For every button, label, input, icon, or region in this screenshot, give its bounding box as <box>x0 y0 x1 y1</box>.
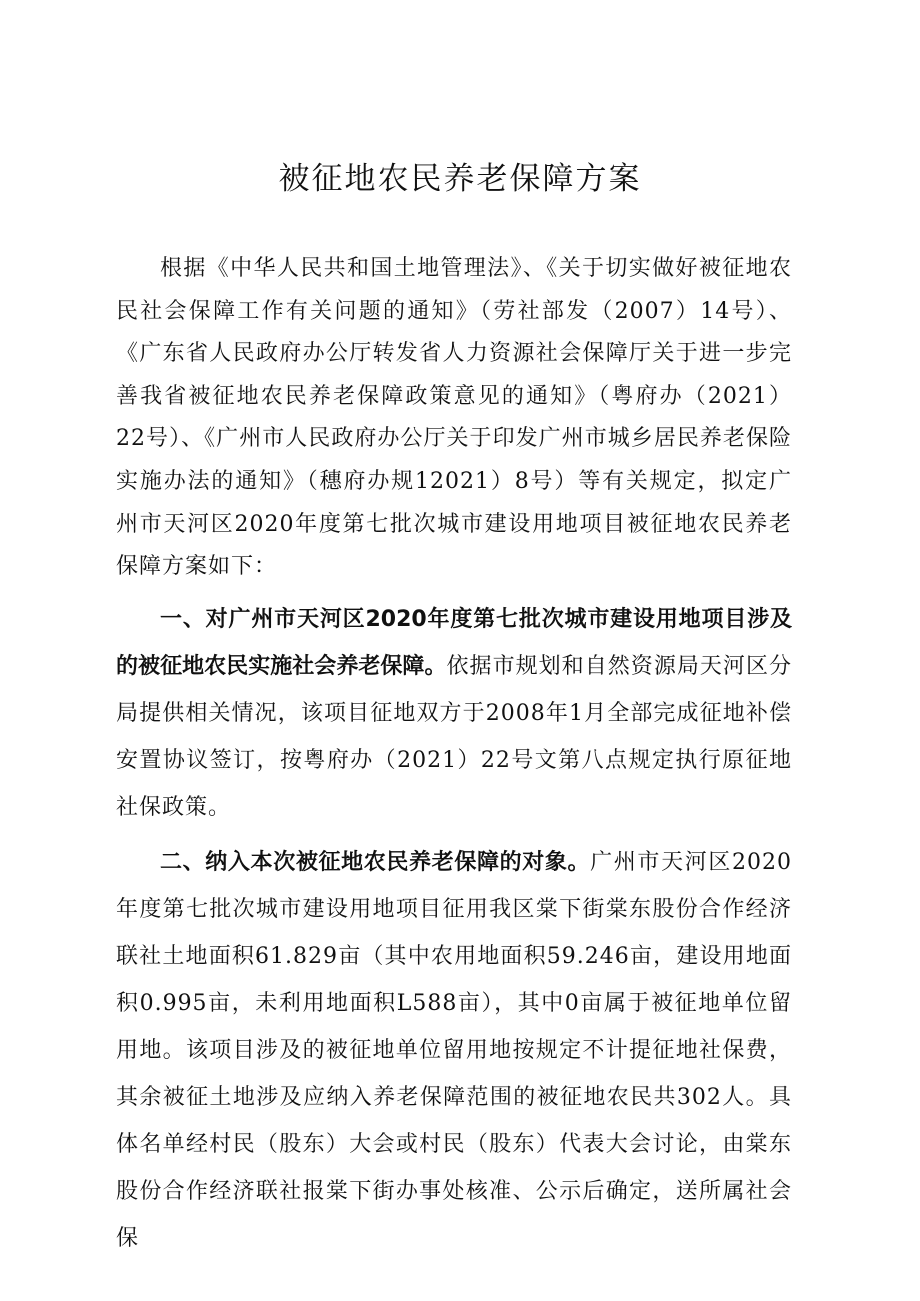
paragraph-section-one <box>116 596 792 831</box>
section-two-heading: 二、纳入本次被征地农民养老保障的对象。 <box>160 849 591 875</box>
section-two-text: 广州市天河区2020年度第七批次城市建设用地项目征用我区棠下街棠东股份合作经济联社土地面积61.829亩（其中农用地面积59.246亩，建设用地面积0.995亩，未利用地面积L588亩），其中0亩属于被征地单位留用地。该项目涉及的被征地单位留用地按规定不计提征地社保费，其余被征土地涉及应纳入养老保障范围的被征地农民共302人。具体名单经村民（股东）大会或村民（股东）代表大会讨论，由棠东股份合作经济联社报棠下街办事处核准、公示后确定，送所属社会保 <box>116 849 792 1251</box>
section-one-text: 依据市规划和自然资源局天河区分局提供相关情况，该项目征地双方于2008年1月全部完成征地补偿安置协议签订，按粤府办（2021）22号文第八点规定执行原征地社保政策。 <box>116 653 792 820</box>
section-one-heading: 一、对广州市天河区2020年度第七批次城市建设用地项目涉及的被征地农民实施社会养老保障。 <box>116 606 792 679</box>
document-title: 被征地农民养老保障方案 <box>278 161 642 197</box>
paragraph-section-two <box>116 839 792 1262</box>
paragraph-basis <box>116 248 792 589</box>
document-body <box>116 248 792 1262</box>
paragraph-basis-text: 根据《中华人民共和国土地管理法》、《关于切实做好被征地农民社会保障工作有关问题的通知》（劳社部发（2007）14号）、《广东省人民政府办公厅转发省人力资源社会保障厅关于进一步完善我省被征地农民养老保障政策意见的通知》（粤府办（2021）22号）、《广州市人民政府办公厅关于印发广州市城乡居民养老保险实施办法的通知》（穗府办规12021）8号）等有关规定，拟定广州市天河区2020年度第七批次城市建设用地项目被征地农民养老保障方案如下： <box>116 256 792 580</box>
